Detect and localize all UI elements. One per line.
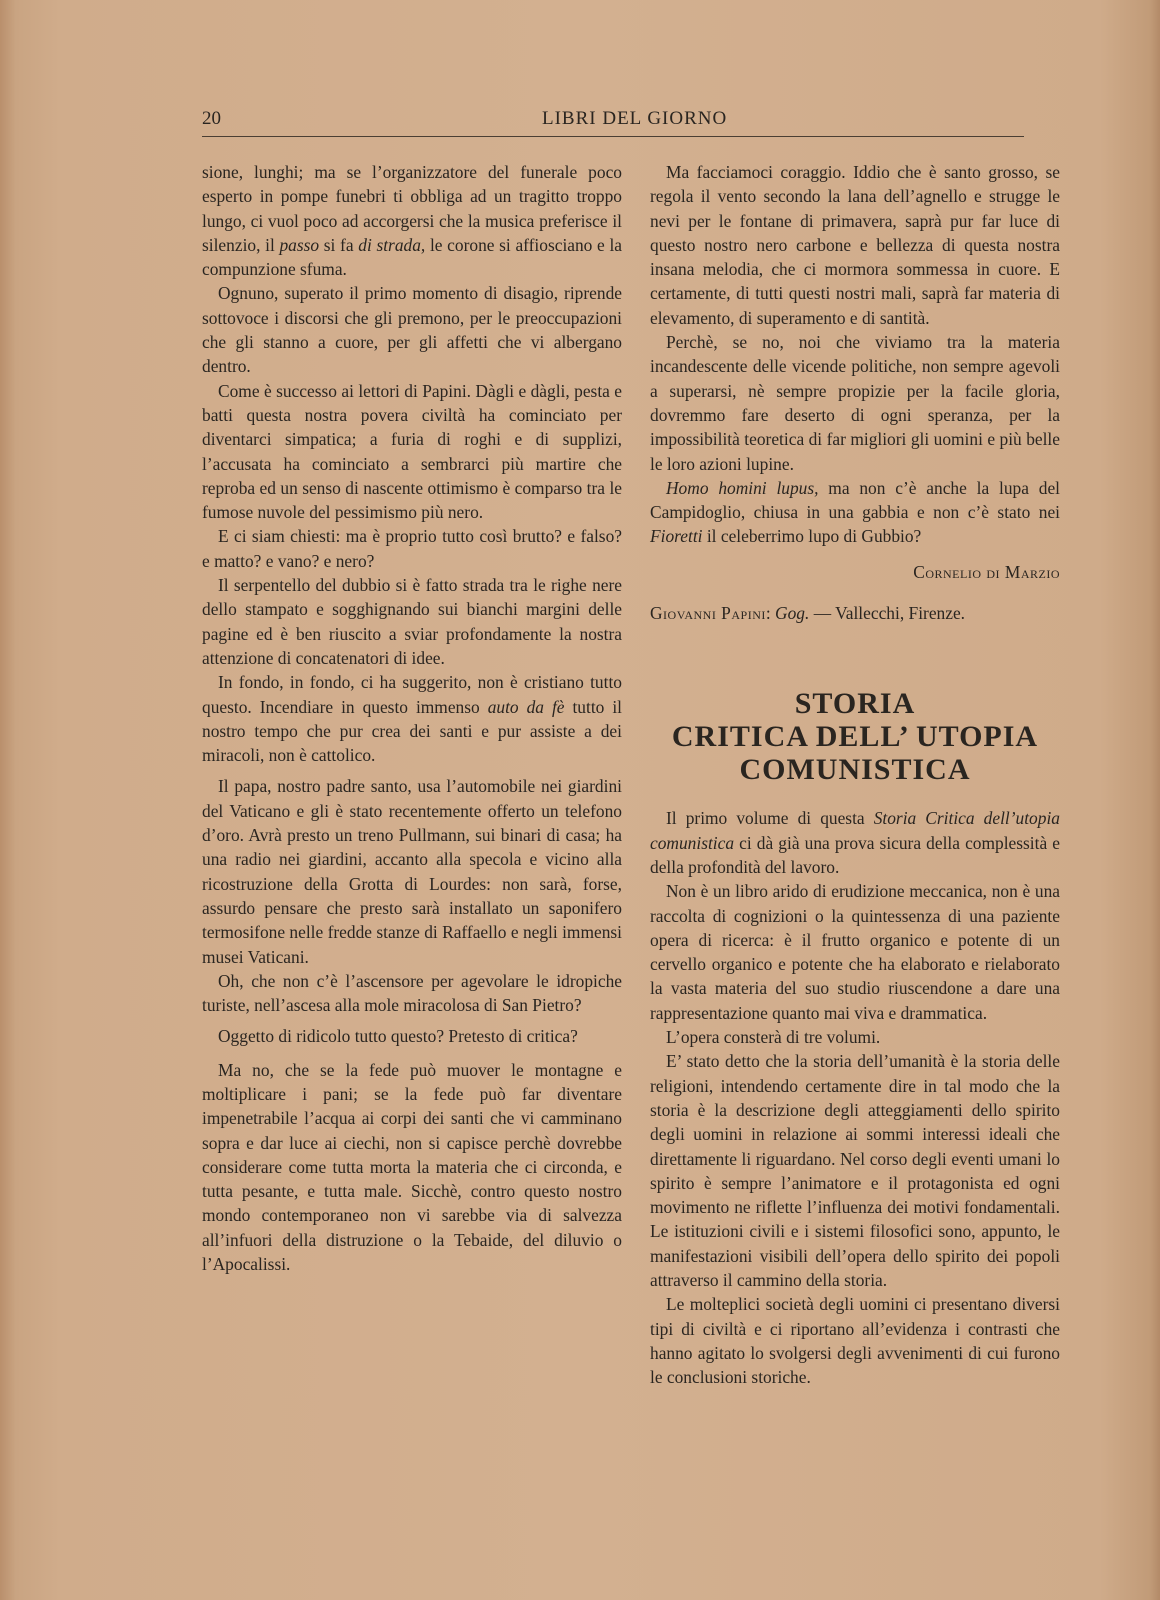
header-divider xyxy=(202,136,1024,137)
paragraph: Oggetto di ridicolo tutto questo? Pretesto di critica? xyxy=(218,1026,578,1047)
page-number: 20 xyxy=(202,108,221,129)
running-title: LIBRI DEL GIORNO xyxy=(542,108,728,129)
author-signature: Cornelio di Marzio xyxy=(913,561,1060,582)
paragraph: Ma no, che se la fede può muover le montagne e moltiplicare i pani; se la fede può far diventare impenetrabile l’acqua ai corpi dei santi che vi camminano sopra e dar luce ai ciechi, non si capisce perchè dovrebbe considerare come tutta morta la materia che ci circonda, e tutta pesante, e tutta male. Sicchè, contro questo nostro mondo contemporaneo non vi sarebbe via di salvezza all’infuori della distruzione o la Tebaide, del diluvio o l’Apocalissi. xyxy=(202,1059,622,1275)
left-column xyxy=(202,160,622,1276)
right-column xyxy=(650,160,1060,1389)
book-reference: Giovanni Papini: Gog. — Vallecchi, Firenze. xyxy=(650,603,966,624)
paragraph: Oh, che non c’è l’ascensore per agevolare le idropiche turiste, nell’ascesa alla mole miracolosa di San Pietro? xyxy=(202,970,622,1016)
paragraph: Il serpentello del dubbio si è fatto strada tra le righe nere dello stampato e sogghignando sui bianchi margini delle pagine ed è ben riuscito a sviar profondamente la nostra attenzione di concatenatori di idee. xyxy=(202,575,622,668)
paragraph: Il papa, nostro padre santo, usa l’automobile nei giardini del Vaticano e gli è stato recentemente offerto un telefono d’oro. Avrà presto un treno Pullmann, sui binari di casa; ha una radio nei giardini, accanto alla specola e vicino alla ricostruzione della Grotta di Lourdes: non sarà, forse, assurdo pensare che presto sarà installato un saponifero termosifone nelle fredde stanze di Raffaello e negli immensi musei Vaticani. xyxy=(202,776,622,967)
paragraph: Non è un libro arido di erudizione meccanica, non è una raccolta di cognizioni o la quintessenza di una paziente opera di ricerca: è il frutto organico e potente di un cervello organico e potente che ha elaborato e rielaborato la vasta materia del suo studio riuscendone a dare una rappresentazione quanto mai viva e drammatica. xyxy=(650,881,1060,1023)
paragraph: Perchè, se no, noi che viviamo tra la materia incandescente delle vicende politiche, non sempre agevoli a superarsi, nè sempre propizie per la facile gloria, dovremmo fare deserto di ogni speranza, per la impossibilità teoretica di far migliori gli uomini e più belle le loro azioni lupine. xyxy=(650,332,1060,474)
paragraph: Ma facciamoci coraggio. Iddio che è santo grosso, se regola il vento secondo la lana dell’agnello e strugge le nevi per le fontane di primavera, saprà pur far luce di questo nostro nero carbone e bellezza di questa nostra insana melodia, che ci mormora sommessa in cuore. E certamente, di tutti questi nostri mali, saprà far materia di elevamento, di superamento e di santità. xyxy=(650,162,1060,328)
paragraph: sione, lunghi; ma se l’organizzatore del funerale poco esperto in pompe funebri ti obbliga ad un tragitto troppo lungo, ci vuol poco ad accorgersi che la musica preferisce il silenzio, il passo si fa di strada, le corone si affiosciano e la compunzione sfuma. xyxy=(202,162,623,280)
paragraph: L’opera consterà di tre volumi. xyxy=(666,1027,881,1048)
paragraph: Il primo volume di questa Storia Critica dell’utopia comunistica ci dà già una prova sicura della complessità e della profondità del lavoro. xyxy=(650,808,1060,877)
paragraph: Ognuno, superato il primo momento di disagio, riprende sottovoce i discorsi che gli premono, per le preoccupazioni che gli stanno a cuore, per gli affetti che vi albergano dentro. xyxy=(202,283,622,377)
page-header xyxy=(202,104,1022,134)
article-title: STORIA CRITICA DELL’ UTOPIA COMUNISTICA xyxy=(671,687,1039,787)
paragraph: E’ stato detto che la storia dell’umanità è la storia delle religioni, intendendo certamente dire in tal modo che la storia è la descrizione degli atteggiamenti dello spirito degli uomini in relazione ai sommi interessi ideali che direttamente li riguardano. Nel corso degli eventi umani lo spirito è sempre l’animatore e il protagonista ed ogni movimento ne riflette l’influenza dei motivi fondamentali. Le istituzioni civili e i sistemi filosofici sono, appunto, le manifestazioni visibili dell’opera dello spirito dei popoli attraverso il cammino della storia. xyxy=(650,1051,1060,1290)
paragraph: E ci siam chiesti: ma è proprio tutto così brutto? e falso? e matto? e vano? e nero? xyxy=(202,526,622,571)
paragraph: Homo homini lupus, ma non c’è anche la lupa del Campidoglio, chiusa in una gabbia e non c’è stato nei Fioretti il celeberrimo lupo di Gubbio? xyxy=(650,477,1061,547)
paragraph: In fondo, in fondo, ci ha suggerito, non è cristiano tutto questo. Incendiare in questo immenso auto da fè tutto il nostro tempo che pur crea dei santi e pur assiste a dei miracoli, non è cattolico. xyxy=(202,672,622,766)
paragraph: Le molteplici società degli uomini ci presentano diversi tipi di civiltà e ci riportano all’evidenza i contrasti che hanno agitato lo svolgersi degli avvenimenti di cui furono le conclusioni storiche. xyxy=(650,1294,1060,1388)
paragraph: Come è successo ai lettori di Papini. Dàgli e dàgli, pesta e batti questa nostra povera civiltà ha cominciato per diventarci simpatica; a furia di roghi e di supplizi, l’accusata ha cominciato a sembrarci più martire che reproba ed un senso di nascente ottimismo è comparso tra le fumose nuvole del pessimismo più nero. xyxy=(202,380,622,523)
